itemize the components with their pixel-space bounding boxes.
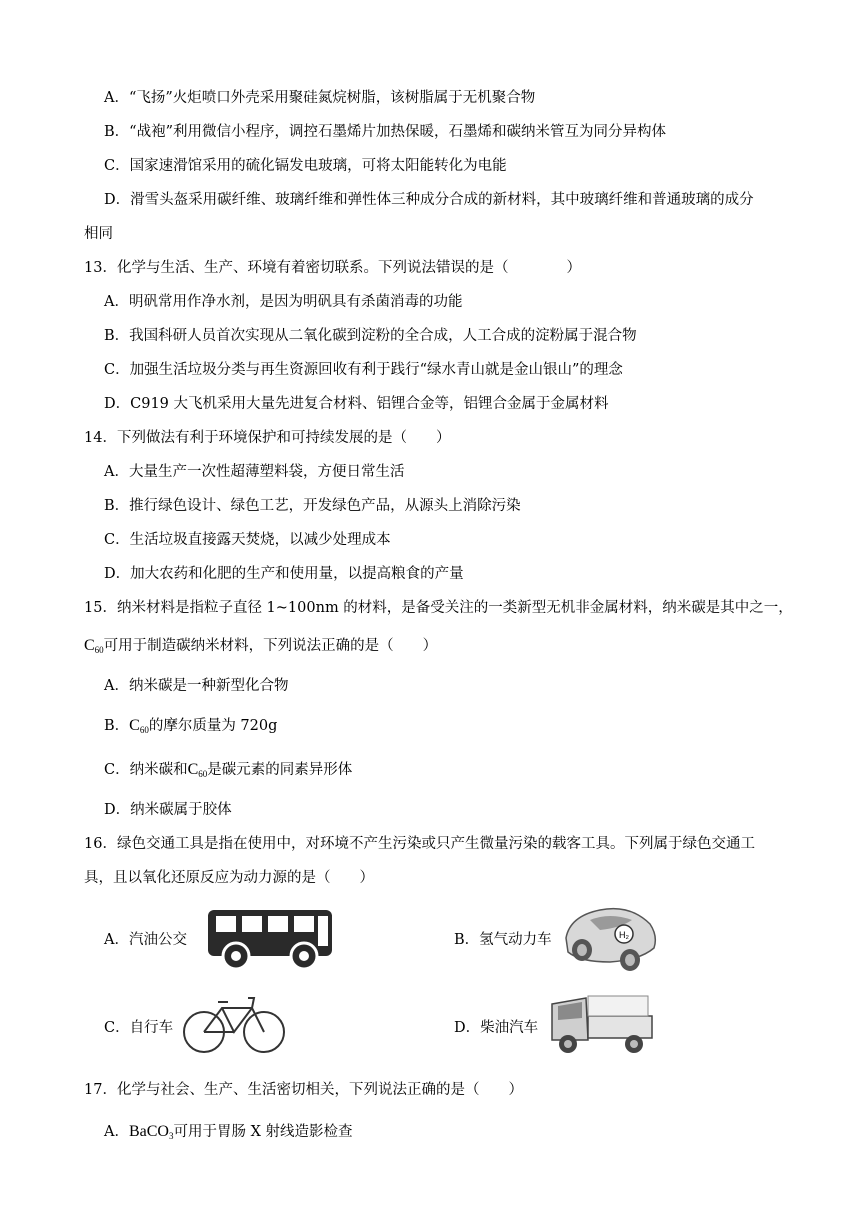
c60-formula: C60 (187, 761, 208, 779)
q14-option-b: B．推行绿色设计、绿色工艺，开发绿色产品，从源头上消除污染 (104, 498, 521, 514)
q15-stem-line1: 15．纳米材料是指粒子直径 1~100nm 的材料，是备受关注的一类新型无机非金属材料，纳米碳是其中之一， (84, 600, 793, 616)
q14-option-d: D．加大农药和化肥的生产和使用量，以提高粮食的产量 (104, 566, 464, 582)
q16-stem-line2: 具，且以氧化还原反应为动力源的是（ ） (84, 870, 374, 886)
bus-icon (206, 908, 334, 972)
q12-option-d-cont: 相同 (84, 226, 113, 242)
q13-option-a: A．明矾常用作净水剂，是因为明矾具有杀菌消毒的功能 (104, 294, 463, 310)
q17-stem: 17．化学与社会、生产、生活密切相关，下列说法正确的是（ ） (84, 1082, 523, 1098)
c60-formula: C60 (129, 717, 149, 735)
q15-option-c: C．纳米碳和C60是碳元素的同素异形体 (104, 761, 353, 779)
q12-option-c: C．国家速滑馆采用的硫化镉发电玻璃，可将太阳能转化为电能 (104, 158, 507, 174)
q13-option-b: B．我国科研人员首次实现从二氧化碳到淀粉的全合成，人工合成的淀粉属于混合物 (104, 328, 637, 344)
baco3-formula: BaCO3 (128, 1123, 174, 1141)
bicycle-icon (182, 990, 286, 1056)
q14-option-a: A．大量生产一次性超薄塑料袋，方便日常生活 (104, 464, 405, 480)
q15-stem-line2: C60可用于制造碳纳米材料，下列说法正确的是（ ） (84, 637, 438, 655)
hydrogen-car-icon (560, 898, 660, 976)
c60-formula: C60 (84, 637, 104, 655)
h2-label: H₂ (619, 930, 629, 940)
q13-option-c: C．加强生活垃圾分类与再生资源回收有利于践行“绿水青山就是金山银山”的理念 (104, 362, 623, 378)
q15-option-a: A．纳米碳是一种新型化合物 (104, 678, 289, 694)
q16-option-a: A．汽油公交 (104, 932, 187, 948)
q12-option-a: A．“飞扬”火炬喷口外壳采用聚硅氮烷树脂，该树脂属于无机聚合物 (104, 90, 536, 106)
q12-option-d: D．滑雪头盔采用碳纤维、玻璃纤维和弹性体三种成分合成的新材料，其中玻璃纤维和普通玻璃的成分 (104, 192, 754, 208)
q14-stem: 14．下列做法有利于环境保护和可持续发展的是（ ） (84, 430, 451, 446)
q16-option-d: D．柴油汽车 (454, 1020, 539, 1036)
q16-stem-line1: 16．绿色交通工具是指在使用中，对环境不产生污染或只产生微量污染的载客工具。下列属于绿色交通工 (84, 836, 755, 852)
q13-stem: 13．化学与生活、生产、环境有着密切联系。下列说法错误的是（ ） (84, 260, 581, 276)
q16-option-b: B．氢气动力车 (454, 932, 552, 948)
q14-option-c: C．生活垃圾直接露天焚烧，以减少处理成本 (104, 532, 391, 548)
q15-option-d: D．纳米碳属于胶体 (104, 802, 232, 818)
q13-option-d: D．C919 大飞机采用大量先进复合材料、铝锂合金等，铝锂合金属于金属材料 (104, 396, 609, 412)
q17-option-a: A．BaCO3可用于胃肠 X 射线造影检查 (104, 1123, 353, 1141)
q16-option-c: C．自行车 (104, 1020, 174, 1036)
q15-option-b: B．C60的摩尔质量为 720g (104, 717, 278, 735)
truck-icon (548, 990, 658, 1060)
q12-option-b: B．“战袍”利用微信小程序，调控石墨烯片加热保暖，石墨烯和碳纳米管互为同分异构体 (104, 124, 666, 140)
